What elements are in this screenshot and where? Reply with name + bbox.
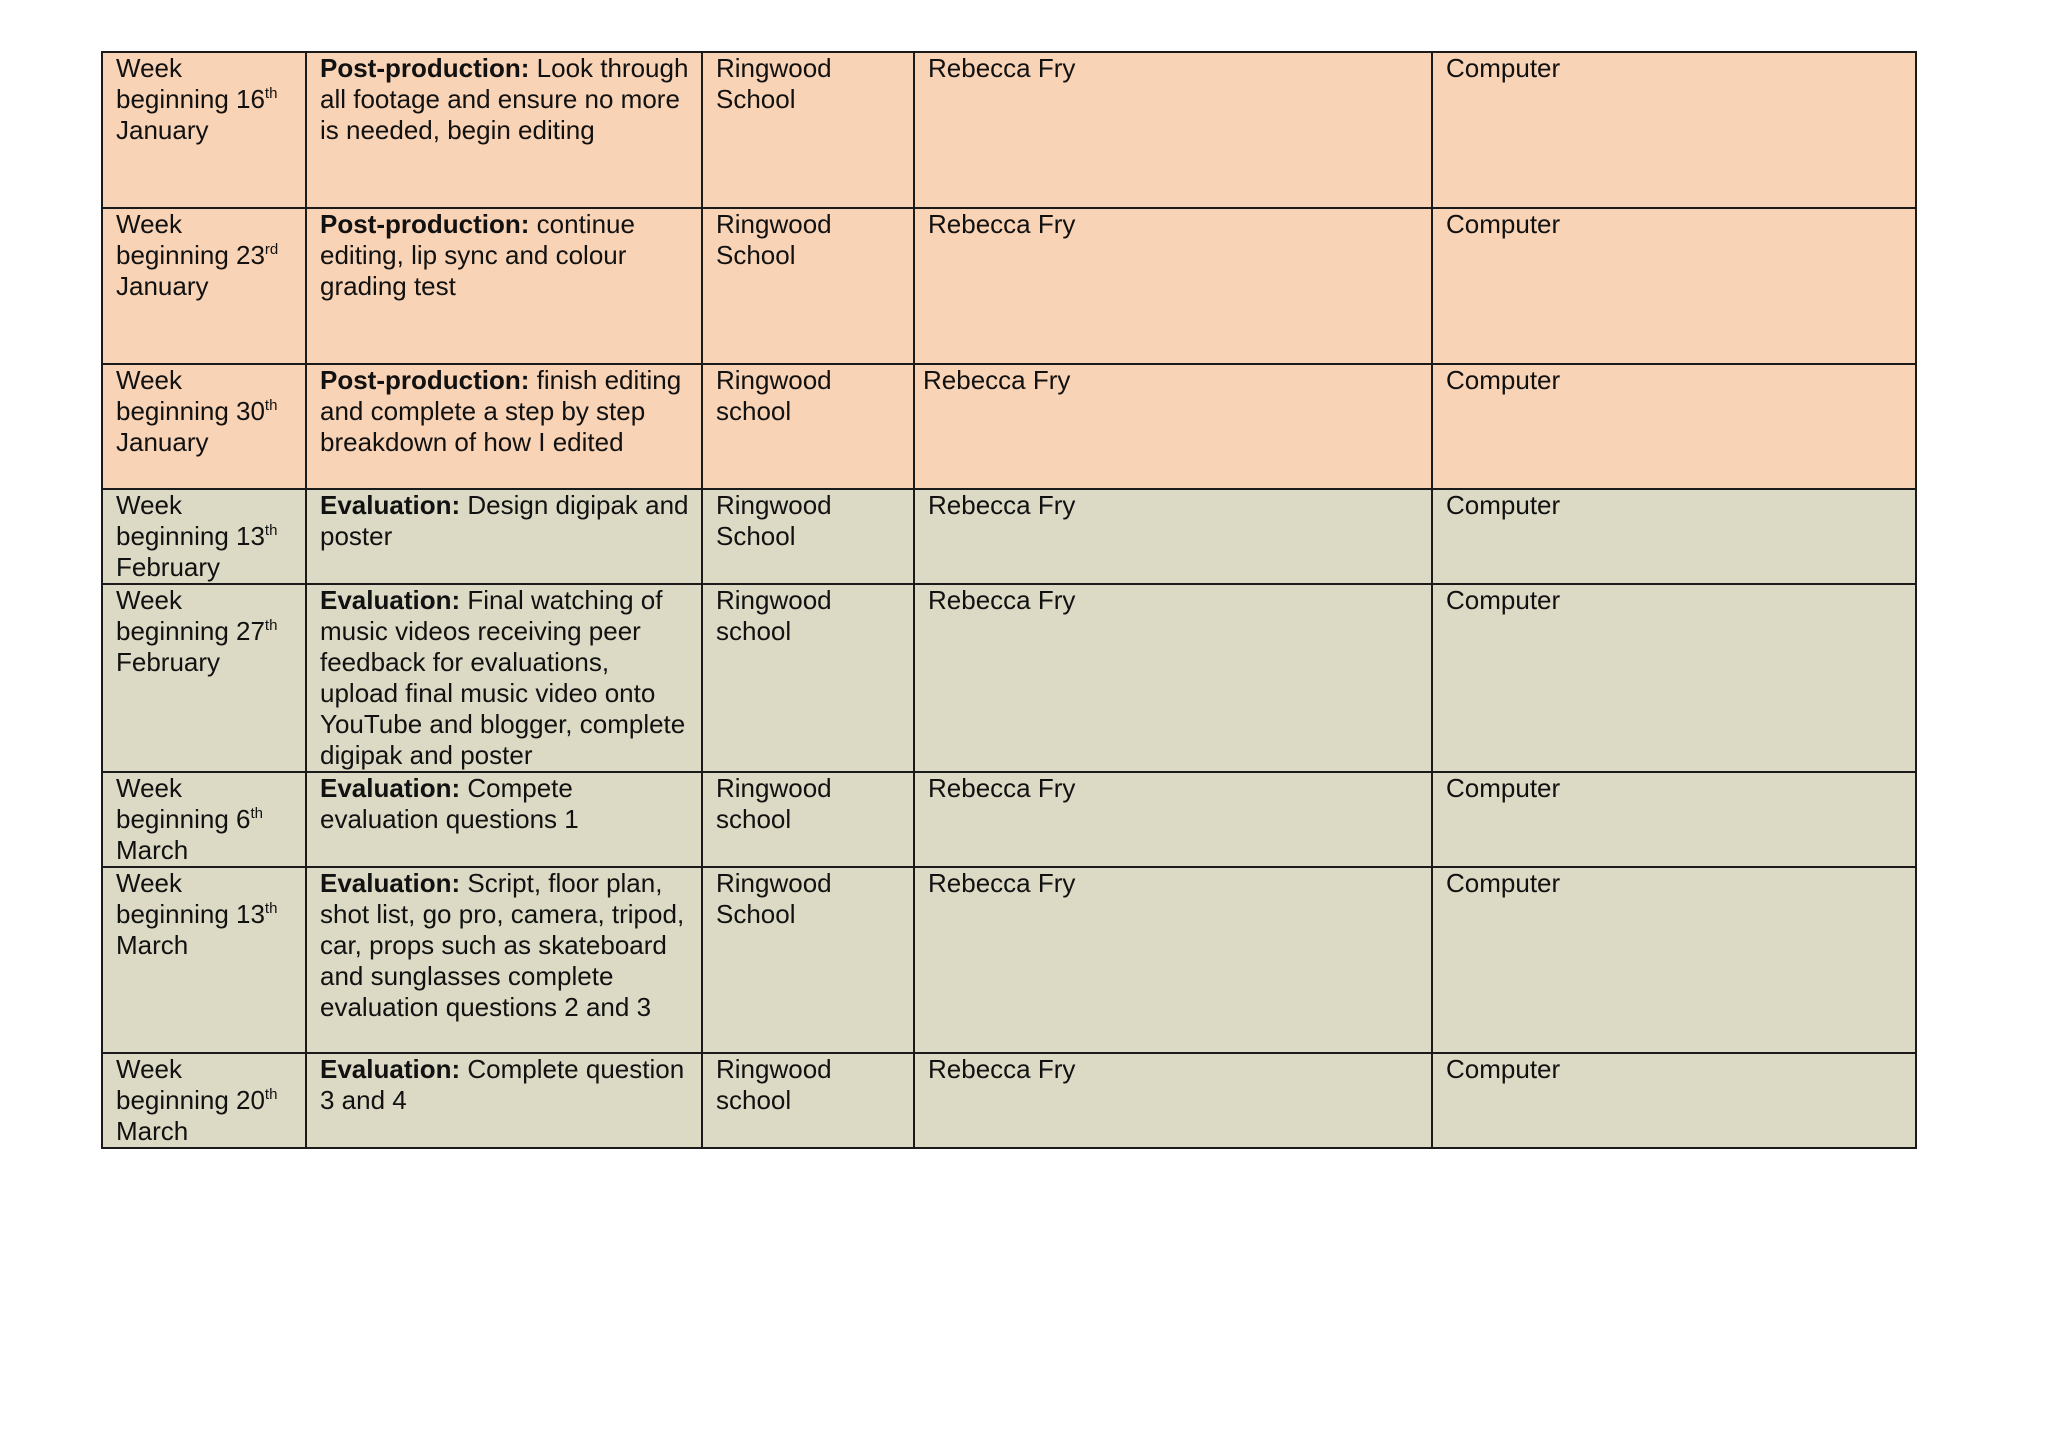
week-ordinal: th [250, 805, 263, 822]
location-cell: Ringwood School [702, 867, 914, 1053]
location-cell: Ringwood school [702, 1053, 914, 1148]
week-label: Week [116, 209, 182, 239]
location-cell: Ringwood school [702, 584, 914, 772]
week-label: Week [116, 490, 182, 520]
task-cell [306, 867, 702, 1053]
week-ordinal: th [264, 85, 278, 102]
week-cell [102, 867, 306, 1053]
week-label: Week [116, 868, 182, 898]
task-text: finish editing and complete a step by step breakdown of how I edited [320, 365, 682, 457]
task-text: Compete evaluation questions 1 [320, 773, 579, 834]
week-ordinal: rd [264, 241, 279, 258]
person-cell: Rebecca Fry [914, 489, 1432, 584]
week-ordinal: th [264, 1086, 278, 1103]
task-text: Final watching of music videos receiving peer feedback for evaluations, upload final music video onto YouTube and blogger, complete digipak and poster [320, 585, 686, 770]
week-date: beginning 30 [116, 396, 265, 426]
task-text: Look through all footage and ensure no more is needed, begin editing [320, 53, 689, 145]
week-date: beginning 16 [116, 84, 265, 114]
week-ordinal: th [264, 617, 278, 634]
task-text: continue editing, lip sync and colour grading test [320, 209, 635, 301]
table-row [102, 772, 1916, 867]
equipment-cell: Computer [1432, 584, 1916, 772]
task-text: Complete question 3 and 4 [320, 1054, 685, 1115]
task-text: Script, floor plan, shot list, go pro, camera, tripod, car, props such as skateboard and sunglasses complete evaluation questions 2 and 3 [320, 868, 685, 1022]
week-label: Week [116, 773, 182, 803]
week-cell [102, 1053, 306, 1148]
production-schedule-table [101, 51, 1917, 1149]
week-month: January [116, 115, 209, 145]
week-month: January [116, 427, 209, 457]
equipment-cell: Computer [1432, 867, 1916, 1053]
week-cell [102, 364, 306, 489]
week-date: beginning 6 [116, 804, 251, 834]
location-cell: Ringwood School [702, 52, 914, 208]
week-cell [102, 584, 306, 772]
table-row [102, 1053, 1916, 1148]
task-cell [306, 584, 702, 772]
person-cell: Rebecca Fry [914, 1053, 1432, 1148]
equipment-cell: Computer [1432, 208, 1916, 364]
week-date: beginning 27 [116, 616, 265, 646]
stage-label: Evaluation: [320, 868, 461, 898]
equipment-cell: Computer [1432, 772, 1916, 867]
task-cell [306, 1053, 702, 1148]
table-row [102, 52, 1916, 208]
week-ordinal: th [264, 900, 278, 917]
stage-label: Evaluation: [320, 585, 461, 615]
week-cell [102, 772, 306, 867]
stage-label: Post-production: [320, 53, 530, 83]
stage-label: Evaluation: [320, 773, 461, 803]
task-cell [306, 772, 702, 867]
week-month: March [116, 1116, 189, 1146]
week-date: beginning 23 [116, 240, 265, 270]
person-cell: Rebecca Fry [914, 208, 1432, 364]
person-cell: Rebecca Fry [914, 867, 1432, 1053]
week-month: February [116, 552, 221, 582]
week-label: Week [116, 365, 182, 395]
week-date: beginning 13 [116, 899, 265, 929]
week-cell [102, 52, 306, 208]
person-cell: Rebecca Fry [914, 584, 1432, 772]
equipment-cell: Computer [1432, 489, 1916, 584]
week-label: Week [116, 53, 182, 83]
person-cell: Rebecca Fry [914, 772, 1432, 867]
table-row [102, 867, 1916, 1053]
stage-label: Post-production: [320, 209, 530, 239]
table-row [102, 364, 1916, 489]
week-date: beginning 20 [116, 1085, 265, 1115]
person-cell: Rebecca Fry [914, 52, 1432, 208]
location-cell: Ringwood School [702, 208, 914, 364]
week-label: Week [116, 585, 182, 615]
table-row [102, 208, 1916, 364]
week-month: March [116, 930, 189, 960]
task-cell [306, 364, 702, 489]
table-row [102, 489, 1916, 584]
location-cell: Ringwood school [702, 364, 914, 489]
stage-label: Evaluation: [320, 1054, 461, 1084]
task-text: Design digipak and poster [320, 490, 689, 551]
equipment-cell: Computer [1432, 52, 1916, 208]
person-cell: Rebecca Fry [914, 364, 1432, 489]
week-month: February [116, 647, 221, 677]
stage-label: Post-production: [320, 365, 530, 395]
week-ordinal: th [264, 397, 278, 414]
week-month: January [116, 271, 209, 301]
week-cell [102, 208, 306, 364]
task-cell [306, 489, 702, 584]
task-cell [306, 208, 702, 364]
week-cell [102, 489, 306, 584]
week-date: beginning 13 [116, 521, 265, 551]
stage-label: Evaluation: [320, 490, 461, 520]
week-label: Week [116, 1054, 182, 1084]
task-cell [306, 52, 702, 208]
equipment-cell: Computer [1432, 364, 1916, 489]
equipment-cell: Computer [1432, 1053, 1916, 1148]
location-cell: Ringwood School [702, 489, 914, 584]
week-month: March [116, 835, 189, 865]
week-ordinal: th [264, 522, 278, 539]
table-row [102, 584, 1916, 772]
location-cell: Ringwood school [702, 772, 914, 867]
